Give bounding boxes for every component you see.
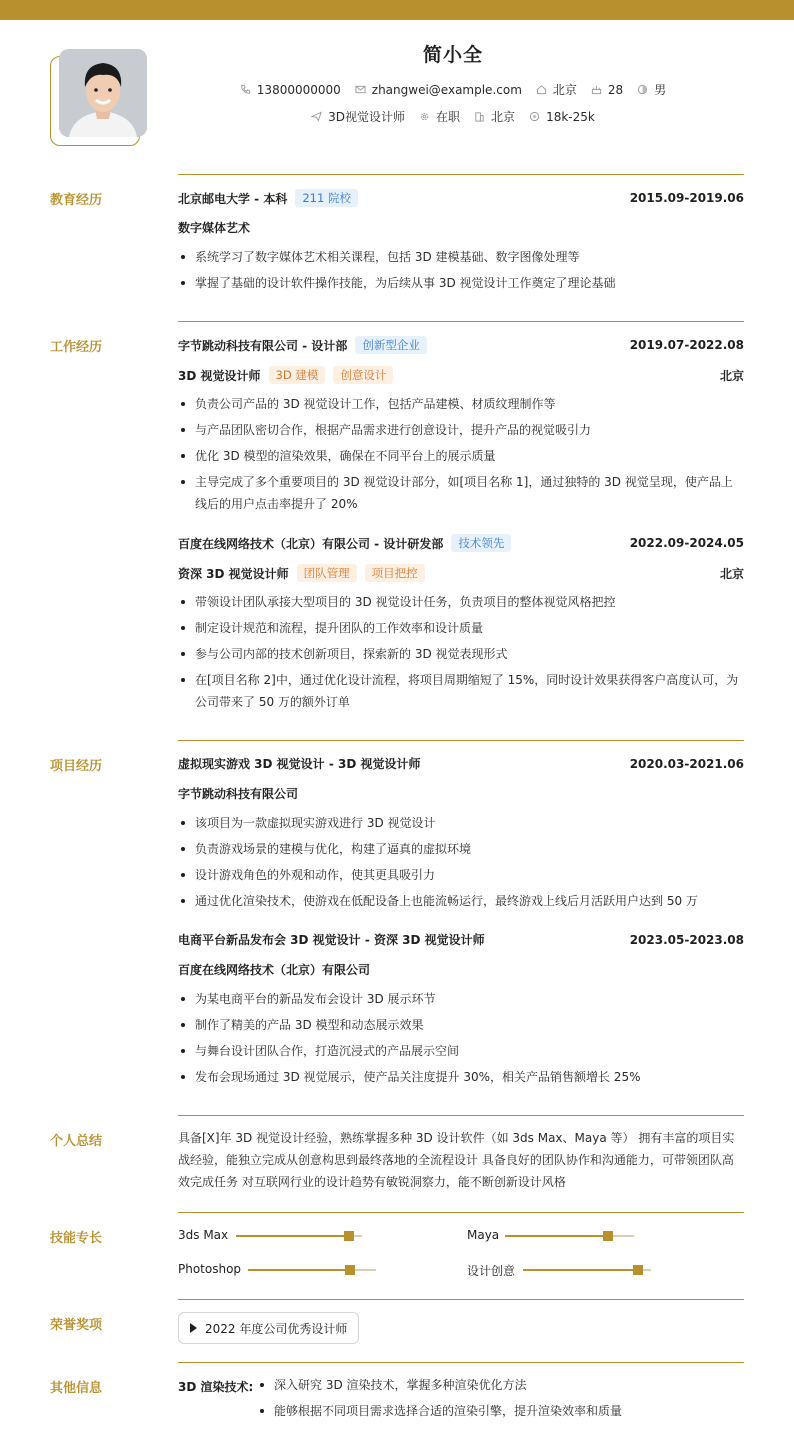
project-date: 2020.03-2021.06 (629, 756, 744, 771)
education-major-row (178, 219, 744, 236)
list-item: 为某电商平台的新品发布会设计 3D 展示环节 (178, 988, 744, 1010)
section-divider (178, 174, 744, 175)
caret-right-icon (190, 1323, 197, 1333)
project-2-bullets (178, 988, 744, 1092)
education-major: 数字媒体艺术 (178, 221, 251, 235)
skill-fill (505, 1235, 608, 1237)
section-title-skills: 技能专长 (50, 1231, 103, 1246)
project-company: 百度在线网络技术（北京）有限公司 (178, 963, 371, 977)
list-item: 负责公司产品的 3D 视觉设计工作，包括产品建模、材质纹理制作等 (178, 393, 744, 415)
cake-icon (591, 84, 602, 95)
summary-text: 具备[X]年 3D 视觉设计经验，熟练掌握多种 3D 设计软件（如 3ds Max、Maya 等） 拥有丰富的项目实战经验，能独立完成从创意构思到最终落地的全流程设计 具备良好的团队协作和沟通能力，可带领团队高效完成任务 对互联网行业的设计趋势有敏锐洞察力，能不断创新设计风格 (178, 1131, 735, 1189)
skill-name: 设计创意 (467, 1264, 516, 1278)
status-text: 在职 (436, 110, 461, 124)
position-item (311, 108, 405, 125)
city-item (474, 108, 515, 125)
other-label: 3D 渲染技术: (178, 1380, 254, 1394)
project-title: 电商平台新品发布会 3D 视觉设计 - 资深 3D 视觉设计师 (178, 933, 485, 947)
list-item: 与产品团队密切合作，根据产品需求进行创意设计，提升产品的视觉吸引力 (178, 419, 744, 441)
phone-icon (240, 84, 251, 95)
project-date: 2023.05-2023.08 (629, 932, 744, 947)
candidate-name: 简小全 (422, 44, 483, 66)
work-date: 2022.09-2024.05 (629, 536, 744, 550)
company-tag: 创新型企业 (355, 336, 427, 354)
section-divider (178, 1362, 744, 1363)
section-divider (178, 1212, 744, 1213)
section-title-work: 工作经历 (50, 340, 103, 355)
project-company: 字节跳动科技有限公司 (178, 787, 299, 801)
section-divider (178, 321, 744, 322)
email-item (355, 83, 522, 97)
salary-item (529, 110, 595, 124)
section-title-projects: 项目经历 (50, 759, 103, 774)
work-role: 资深 3D 视觉设计师 (178, 566, 289, 581)
list-item: 负责游戏场景的建模与优化，构建了逼真的虚拟环境 (178, 838, 744, 860)
section-title-honors: 荣誉奖项 (50, 1318, 103, 1333)
list-item: 主导完成了多个重要项目的 3D 视觉设计部分，如[项目名称 1]，通过独特的 3D 视觉呈现，使产品上线后的用户点击率提升了 20% (178, 471, 744, 515)
building-icon (474, 111, 485, 122)
skill-knob (633, 1265, 643, 1275)
skill-fill (523, 1269, 638, 1271)
gender-icon (637, 84, 648, 95)
list-item: 制作了精美的产品 3D 模型和动态展示效果 (178, 1014, 744, 1036)
home-icon (536, 84, 547, 95)
school-tag: 211 院校 (295, 189, 358, 207)
email-text: zhangwei@example.com (371, 82, 522, 97)
age-item (591, 83, 623, 97)
list-item: 深入研究 3D 渲染技术，掌握多种渲染优化方法 (257, 1374, 744, 1396)
role-tag: 3D 建模 (269, 366, 326, 384)
work-company: 百度在线网络技术（北京）有限公司 - 设计研发部 (178, 536, 444, 551)
project-2-header (178, 931, 744, 948)
work-date: 2019.07-2022.08 (629, 338, 744, 352)
coin-icon (529, 111, 540, 122)
work-1-bullets (178, 393, 744, 519)
location-text: 北京 (552, 83, 577, 97)
section-title-education: 教育经历 (50, 193, 103, 208)
list-item: 设计游戏角色的外观和动作，使其更具吸引力 (178, 864, 744, 886)
work-city: 北京 (719, 566, 744, 581)
work-2-role-row (178, 564, 744, 582)
skill-knob (603, 1231, 613, 1241)
list-item: 能够根据不同项目需求选择合适的渲染引擎，提升渲染效率和质量 (257, 1400, 744, 1422)
gear-icon (419, 111, 430, 122)
job-intent-row (0, 108, 794, 125)
role-tag: 项目把控 (365, 564, 425, 582)
skill-fill (248, 1269, 350, 1271)
work-2-header (178, 534, 744, 552)
section-divider (178, 1115, 744, 1116)
section-divider (178, 740, 744, 741)
location-item (536, 81, 577, 98)
list-item: 通过优化渲染技术，使游戏在低配设备上也能流畅运行，最终游戏上线后月活跃用户达到 50 万 (178, 890, 744, 912)
work-company: 字节跳动科技有限公司 - 设计部 (178, 338, 348, 353)
list-item: 该项目为一款虚拟现实游戏进行 3D 视觉设计 (178, 812, 744, 834)
gender-text: 男 (654, 83, 667, 97)
section-divider (178, 1299, 744, 1300)
award-toggle[interactable] (178, 1312, 359, 1344)
age-text: 28 (607, 82, 624, 97)
position-text: 3D视觉设计师 (328, 110, 406, 124)
list-item: 优化 3D 模型的渲染效果，确保在不同平台上的展示质量 (178, 445, 744, 467)
work-1-header (178, 336, 744, 354)
list-item: 发布会现场通过 3D 视觉展示，使产品关注度提升 30%，相关产品销售额增长 25% (178, 1066, 744, 1088)
list-item: 与舞台设计团队合作，打造沉浸式的产品展示空间 (178, 1040, 744, 1062)
status-item (419, 108, 460, 125)
skill-name: Maya (467, 1228, 500, 1242)
skill-fill (236, 1235, 349, 1237)
education-bullets (178, 246, 744, 298)
project-1-bullets (178, 812, 744, 916)
education-date: 2015.09-2019.06 (629, 191, 744, 205)
project-1-header (178, 755, 744, 772)
work-2-bullets (178, 591, 744, 717)
education-header (178, 189, 744, 207)
work-1-role-row (178, 366, 744, 384)
list-item: 掌握了基础的设计软件操作技能，为后续从事 3D 视觉设计工作奠定了理论基础 (178, 272, 744, 294)
contact-row (0, 81, 794, 98)
skill-knob (344, 1231, 354, 1241)
skill-bar (523, 1269, 651, 1271)
top-accent-bar (0, 0, 794, 20)
work-role: 3D 视觉设计师 (178, 368, 261, 383)
skill-name: 3ds Max (178, 1228, 229, 1242)
school-name: 北京邮电大学 - 本科 (178, 191, 288, 206)
other-bullets (257, 1374, 744, 1426)
skill-bar (248, 1269, 376, 1271)
gender-item (637, 81, 666, 98)
list-item: 在[项目名称 2]中，通过优化设计流程，将项目周期缩短了 15%，同时设计效果获得客户高度认可，为公司带来了 50 万的额外订单 (178, 669, 744, 713)
role-tag: 团队管理 (297, 564, 357, 582)
city-text: 北京 (491, 110, 516, 124)
work-city: 北京 (719, 368, 744, 383)
skill-bar (505, 1235, 634, 1237)
project-2-company-row (178, 961, 744, 978)
skill-name: Photoshop (178, 1262, 242, 1276)
section-title-other: 其他信息 (50, 1381, 103, 1396)
mail-icon (355, 84, 366, 95)
list-item: 参与公司内部的技术创新项目，探索新的 3D 视觉表现形式 (178, 643, 744, 665)
list-item: 制定设计规范和流程，提升团队的工作效率和设计质量 (178, 617, 744, 639)
list-item: 带领设计团队承接大型项目的 3D 视觉设计任务，负责项目的整体视觉风格把控 (178, 591, 744, 613)
phone-item (240, 83, 341, 97)
award-label: 2022 年度公司优秀设计师 (205, 1321, 348, 1336)
list-item: 系统学习了数字媒体艺术相关课程，包括 3D 建模基础、数字图像处理等 (178, 246, 744, 268)
phone-text: 13800000000 (256, 82, 341, 97)
project-1-company-row (178, 785, 744, 802)
skill-bar (236, 1235, 362, 1237)
role-tag: 创意设计 (333, 366, 393, 384)
company-tag: 技术领先 (451, 534, 511, 552)
paper-plane-icon (311, 111, 322, 122)
skill-knob (345, 1265, 355, 1275)
project-title: 虚拟现实游戏 3D 视觉设计 - 3D 视觉设计师 (178, 757, 421, 771)
salary-text: 18k-25k (546, 109, 595, 124)
section-title-summary: 个人总结 (50, 1134, 103, 1149)
